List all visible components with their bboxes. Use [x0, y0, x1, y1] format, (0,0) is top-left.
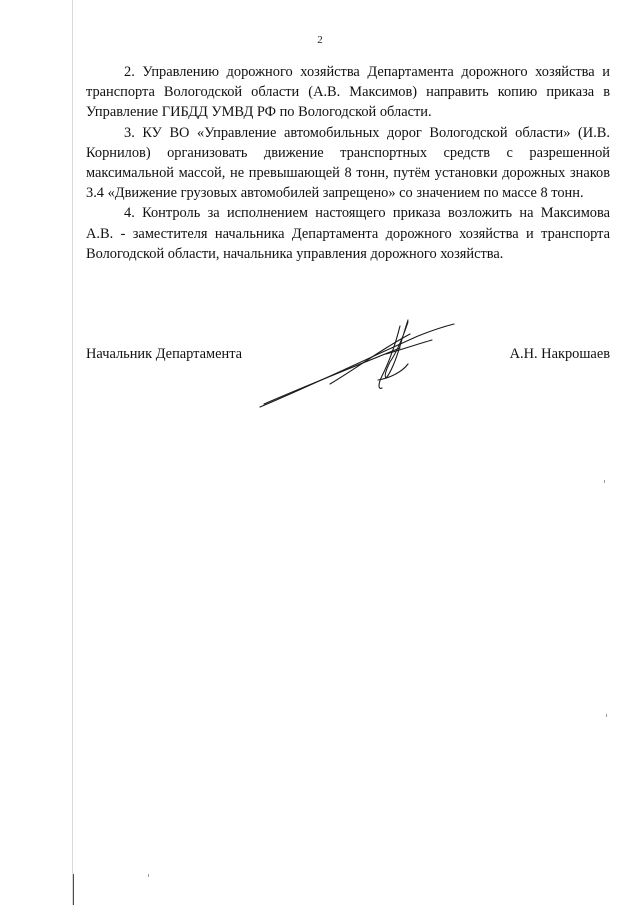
paragraph-item-4: 4. Контроль за исполнением настоящего приказа возложить на Максимова А.В. - заместителя начальника Департамента дорожного хозяйства и транспорта Вологодской области, начальника управления дорожного хозяйства. [86, 205, 610, 262]
paragraph-item-3: 3. КУ ВО «Управление автомобильных дорог Вологодской области» (И.В. Корнилов) организовать движение транспортных средств с разрешенной максимальной массой, не превышающей 8 тонн, путём установки дорожных знаков 3.4 «Движение грузовых автомобилей запрещено» со значением по массе 8 тонн. [86, 124, 610, 202]
signatory-position: Начальник Департамента [86, 346, 243, 362]
page-number: 2 [317, 34, 323, 46]
document-body [86, 62, 610, 264]
scan-speck [606, 714, 607, 717]
paragraph-item-2: 2. Управлению дорожного хозяйства Департамента дорожного хозяйства и транспорта Вологодской области (А.В. Максимов) направить копию приказа в Управление ГИБДД УМВД РФ по Вологодской области. [86, 64, 610, 121]
page-edge-rule [72, 0, 73, 905]
signatory-name: А.Н. Накрошаев [509, 346, 610, 362]
handwritten-signature [250, 314, 460, 414]
scan-speck [604, 480, 605, 483]
page-edge-mark [73, 874, 74, 905]
scan-speck [148, 874, 149, 877]
